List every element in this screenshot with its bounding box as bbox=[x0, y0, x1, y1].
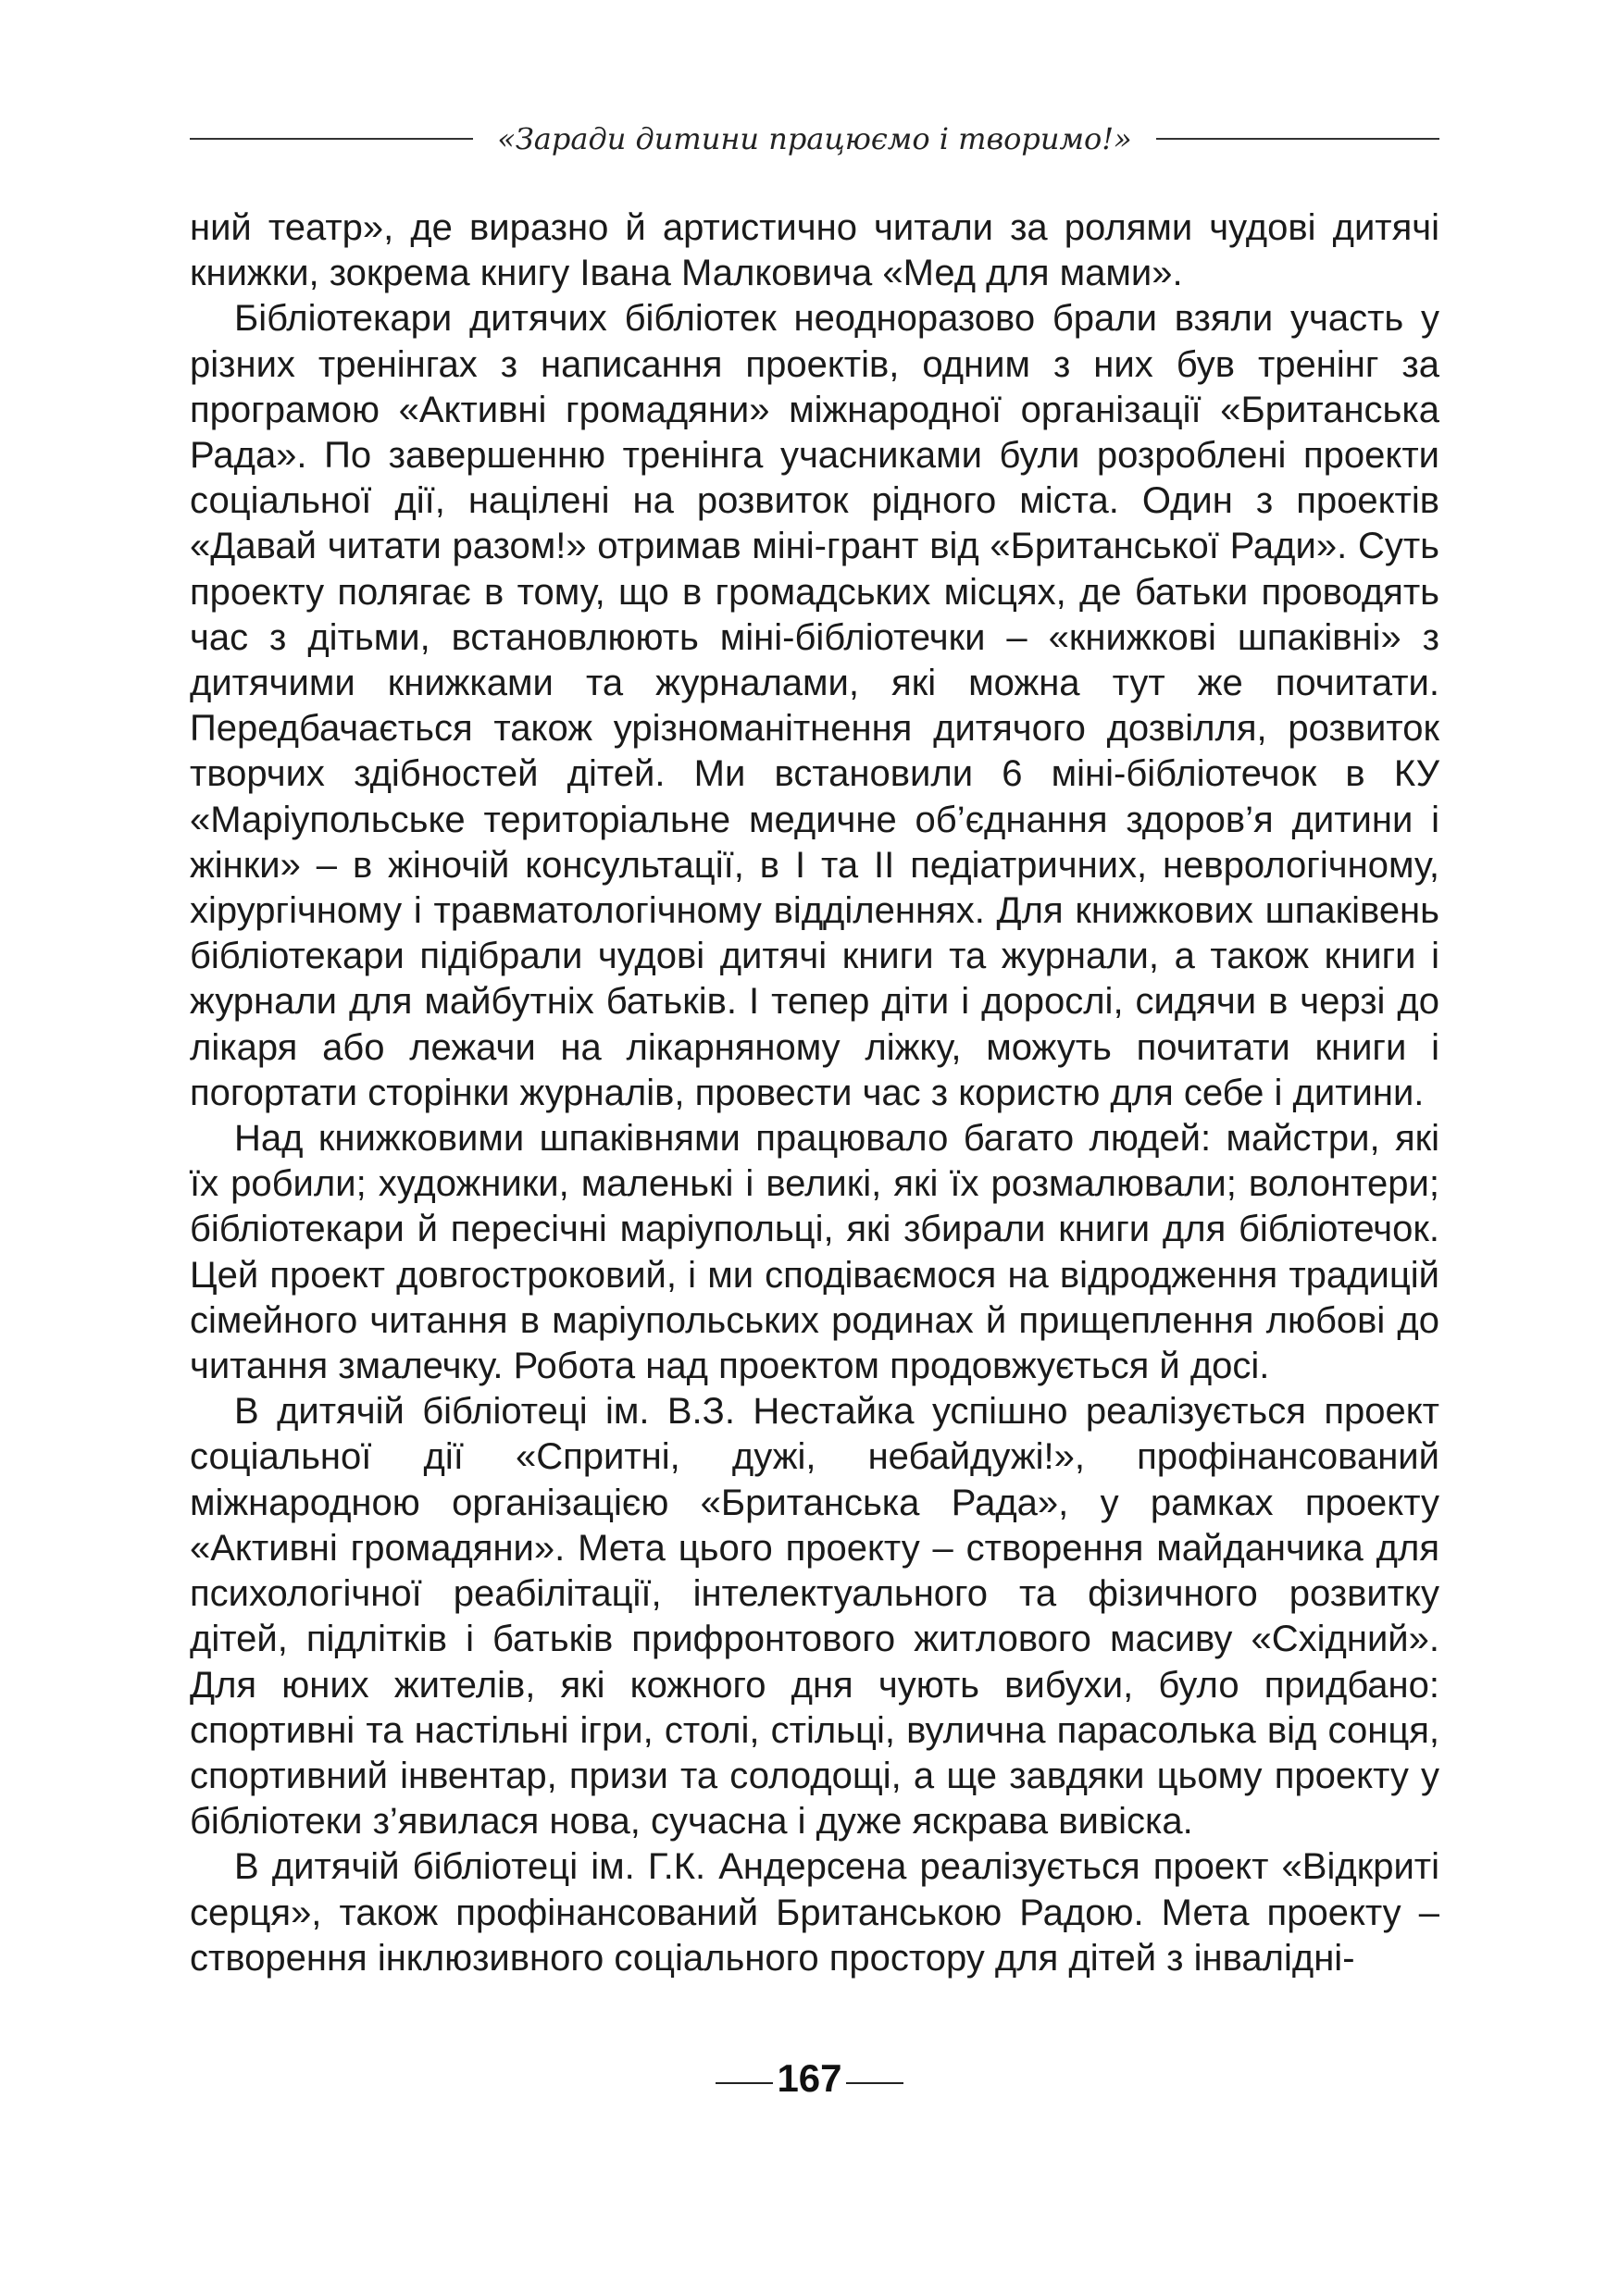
page-number: 167 bbox=[777, 2056, 842, 2100]
footer-rule-left bbox=[716, 2082, 773, 2084]
page-footer bbox=[0, 2056, 1619, 2101]
footer-rule-right bbox=[846, 2082, 903, 2084]
header-rule-right bbox=[1156, 138, 1439, 140]
running-header-title: «Заради дитини працюємо і творимо!» bbox=[497, 121, 1132, 156]
main-text bbox=[190, 205, 1439, 1981]
paragraph-continuation: ний театр», де виразно й артистично читали за ролями чудові дитячі книжки, зокрема книгу Івана Малковича «Мед для мами». bbox=[190, 207, 1439, 294]
running-header bbox=[190, 113, 1439, 165]
paragraph: Бібліотекари дитячих бібліотек неодноразово брали взяли участь у різних тренінгах з написання проектів, одним з них був тренінг за програмою «Активні громадяни» міжнародної організації «Британська Рада». По завершенню тренінга учасниками були розроблені проекти соціальної дії, націлені на розвиток рідного міста. Один з проектів «Давай читати разом!» отримав міні-грант від «Британської Ради». Суть проекту полягає в тому, що в громадських місцях, де батьки проводять час з дітьми, встановлюють міні-бібліотечки – «книжкові шпаківні» з дитячими книжками та журналами, які можна тут же почитати. Передбачається також урізноманітнення дитячого дозвілля, розвиток творчих здібностей дітей. Ми встановили 6 міні-бібліотечок в КУ «Маріупольське територіальне медичне об’єднання здоров’я дитини і жінки» – в жіночій консультації, в І та ІІ педіатричних, неврологічному, хірургічному і травматологічному відділеннях. Для книжкових шпаківень бібліотекари підібрали чудові дитячі книги та журнали, а також книги і журнали для майбутніх батьків. І тепер діти і дорослі, сидячи в черзі до лікаря або лежачи на лікарняному ліжку, можуть почитати книги і погортати сторінки журналів, провести час з користю для себе і дитини. bbox=[190, 298, 1439, 1113]
paragraph: В дитячій бібліотеці ім. Г.К. Андерсена реалізується проект «Відкриті серця», також профінансований Британською Радою. Мета проекту – створення інклюзивного соціального простору для дітей з інвалідні- bbox=[190, 1846, 1439, 1979]
paragraph: Над книжковими шпаківнями працювало багато людей: майстри, які їх робили; художники, маленькі і великі, які їх розмалювали; волонтери; бібліотекари й пересічні маріупольці, які збирали книги для бібліотечок. Цей проект довгостроковий, і ми сподіваємося на відродження традицій сімейного читання в маріупольських родинах й прищеплення любові до читання змалечку. Робота над проектом продовжується й досі. bbox=[190, 1118, 1439, 1387]
header-rule-left bbox=[190, 138, 473, 140]
paragraph: В дитячій бібліотеці ім. В.З. Нестайка успішно реалізується проект соціальної дії «Спритні, дужі, небайдужі!», профінансований міжнародною організацією «Британська Рада», у рамках проекту «Активні громадяни». Мета цього проекту – створення майданчика для психологічної реабілітації, інтелектуального та фізичного розвитку дітей, підлітків і батьків прифронтового житлового масиву «Східний». Для юних жителів, які кожного дня чують вибухи, було придбано: спортивні та настільні ігри, столі, стільці, вулична парасолька від сонця, спортивний інвентар, призи та солодощі, а ще завдяки цьому проекту у бібліотеки з’явилася нова, сучасна і дуже яскрава вивіска. bbox=[190, 1391, 1439, 1843]
